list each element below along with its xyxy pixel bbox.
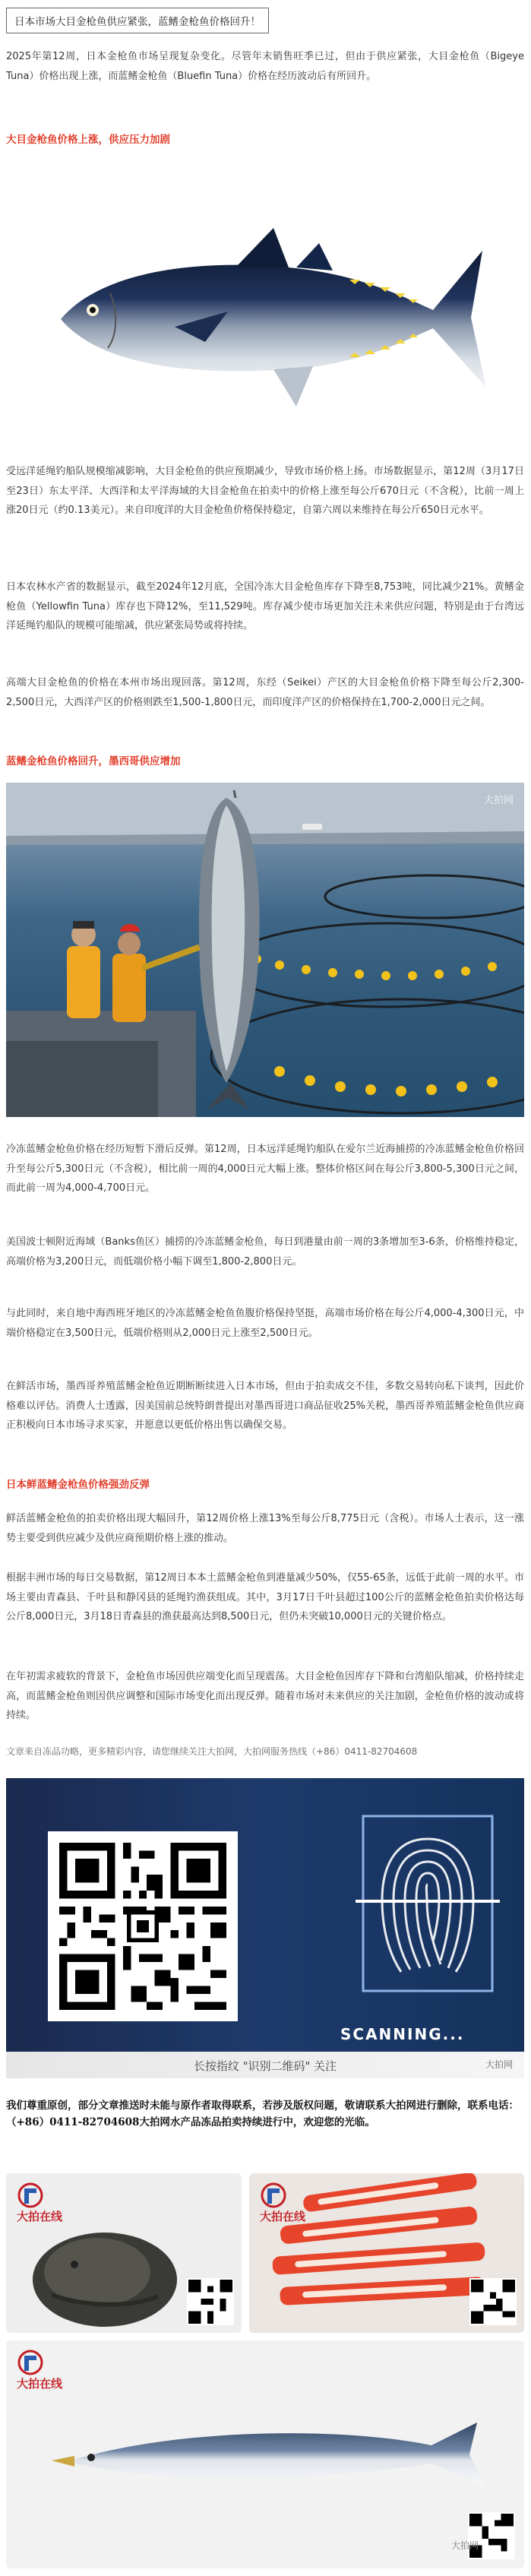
copyright-note: 我们尊重原创，部分文章推送时未能与原作者取得联系，若涉及版权问题，敬请联系大拍网进行删除，联系电话：（+86）0411-82704608大拍网水产品冻品拍卖持续进行中，欢迎您的光临。 xyxy=(6,2100,519,2128)
share-watermark: 大拍网 xyxy=(450,2540,479,2551)
source-note: 文章来自冻品功略，更多精彩内容，请您继续关注大拍网，大拍网服务热线（+86）0411-82704608 xyxy=(6,1746,418,1757)
inventory-paragraph: 日本农林水产省的数据显示，截至2024年12月底，全国冷冻大目金枪鱼库存下降至8,753吨，同比减少21%。黄鳍金枪鱼（Yellowfin Tuna）库存也下降12%，至11,529吨。库存减少使市场更加关注未来供应问题，特别是由于台湾远洋延绳钓船队的规模可能缩减，供应紧张局势或将持续。 xyxy=(6,581,524,631)
boston-catch-paragraph: 美国波士顿附近海域（Banks鱼区）捕捞的冷冻蓝鳍金枪鱼，每日到港量由前一周的3条增加至3-6条，价格维持稳定，高端价格为3,200日元，而低端价格小幅下调至1,800-2,800日元。 xyxy=(6,1236,524,1267)
brand-logo-icon xyxy=(15,2350,46,2375)
brand-logo-text: 大拍在线 xyxy=(260,2210,306,2223)
mini-qr-code-icon xyxy=(187,2278,234,2325)
article-title: 日本市场大目金枪鱼供应紧张，蓝鳍金枪鱼价格回升！ xyxy=(6,8,269,33)
tuna-illustration xyxy=(46,220,494,418)
brand-logo-icon xyxy=(15,2182,46,2208)
spain-belly-paragraph: 与此同时，来自地中海西班牙地区的冷冻蓝鳍金枪鱼鱼腹价格保持坚挺，高端市场价格在每公斤4,000-4,300日元，中端价格稳定在3,500日元，低端价格则从2,000日元上涨至2,500日元。 xyxy=(6,1308,524,1339)
qr-caption: 长按指纹 "识别二维码" 关注 xyxy=(193,2059,337,2073)
mexico-farmed-paragraph: 在鲜活市场，墨西哥养殖蓝鳍金枪鱼近期断断续进入日本市场，但由于拍卖成交不佳，多数交易转向私下谈判，因此价格难以评估。消费人士透露，因美国前总统特朗普提出对墨西哥进口商品征收25%关税，墨西哥养殖蓝鳍金枪鱼供应商正积极向日本市场寻求买家，并愿意以更低价格出售以确保交易。 xyxy=(6,1381,524,1431)
frozen-bluefin-paragraph: 冷冻蓝鳍金枪鱼价格在经历短暂下滑后反弹。第12周，日本远洋延绳钓船队在爱尔兰近海捕捞的冷冻蓝鳍金枪鱼价格回升至每公斤5,300日元（不含税），相比前一周的4,000日元大幅上涨。整体价格区间在每公斤3,800-5,300日元之间，而此前一周为4,000-4,700日元。 xyxy=(6,1144,524,1194)
brand-logo-text: 大拍在线 xyxy=(17,2377,63,2391)
fingerprint-icon xyxy=(348,1809,507,1998)
brand-logo-icon xyxy=(258,2182,289,2208)
qr-code-icon xyxy=(59,1843,226,2010)
intro-paragraph: 2025年第12周，日本金枪鱼市场呈现复杂变化。尽管年末销售旺季已过，但由于供应紧张，大目金枪鱼（Bigeye Tuna）价格出现上涨，而蓝鳍金枪鱼（Bluefin Tuna）价格在经历波动后有所回升。 xyxy=(6,51,524,82)
mini-qr-code-icon xyxy=(469,2278,517,2325)
product-image-crab xyxy=(249,2173,524,2333)
bigeye-supply-paragraph: 受远洋延绳钓船队规模缩减影响，大目金枪鱼的供应预期减少，导致市场价格上扬。市场数据显示，第12周（3月17日至23日）东太平洋、大西洋和太平洋海域的大目金枪鱼在拍卖中的价格上涨至每公斤670日元（不含税），比前一周上涨20日元（约0.13美元）。来自印度洋的大目金枪鱼价格保持稳定，自第六周以来维持在每公斤650日元水平。 xyxy=(6,466,524,516)
bigeye-price-paragraph: 高端大目金枪鱼的价格在本州市场出现回落。第12周，东经（Seikei）产区的大目金枪鱼价格下降至每公斤2,300-2,500日元，大西洋产区的价格则跌至1,500-1,800日元，而印度洋产区的价格保持在1,700-2,000日元之间。 xyxy=(6,677,524,708)
brand-logo-text: 大拍在线 xyxy=(17,2210,63,2223)
qr-promo-panel xyxy=(6,1778,524,2078)
fresh-auction-paragraph: 鲜活蓝鳍金枪鱼的拍卖价格出现大幅回升，第12周价格上涨13%至每公斤8,775日元（含税）。市场人士表示，这一涨势主要受到供应减少及供应商预期价格上涨的推动。 xyxy=(6,1513,524,1544)
qr-caption-band xyxy=(6,2052,524,2078)
product-image-fish xyxy=(6,2173,242,2333)
tuna-farm-photo xyxy=(6,783,524,1117)
qr-code[interactable] xyxy=(48,1831,238,2021)
qr-band-logo: 大拍网 xyxy=(485,2059,513,2070)
mini-qr-code-icon xyxy=(468,2512,515,2559)
toyosu-data-paragraph: 根据丰洲市场的每日交易数据，第12周日本本土蓝鳍金枪鱼到港量减少50%，仅55-65条，远低于此前一周的水平。市场主要由青森县、千叶县和静冈县的延绳钓渔获组成。其中，3月17日千叶县超过100公斤的蓝鳍金枪鱼拍卖价格达每公斤8,000日元，3月18日青森县的渔获最高达到8,500日元，但仍未突破10,000日元的关键价格点。 xyxy=(6,1572,524,1622)
section-heading-bluefin: 蓝鳍金枪鱼价格回升，墨西哥供应增加 xyxy=(6,755,181,767)
product-image-saury xyxy=(6,2340,524,2568)
section-heading-fresh-bluefin: 日本鲜蓝鳍金枪鱼价格强劲反弹 xyxy=(6,1479,150,1491)
market-outlook-paragraph: 在年初需求疲软的背景下，金枪鱼市场因供应端变化而呈现震荡。大目金枪鱼因库存下降和台湾船队缩减，价格持续走高，而蓝鳍金枪鱼则因供应调整和国际市场变化而出现反弹。随着市场对未来供应的关注加剧，金枪鱼价格的波动或将持续。 xyxy=(6,1671,524,1721)
photo-watermark: 大拍网 xyxy=(483,795,514,806)
section-heading-bigeye: 大目金枪鱼价格上涨，供应压力加剧 xyxy=(6,134,170,146)
scanning-label: SCANNING... xyxy=(340,2025,465,2043)
